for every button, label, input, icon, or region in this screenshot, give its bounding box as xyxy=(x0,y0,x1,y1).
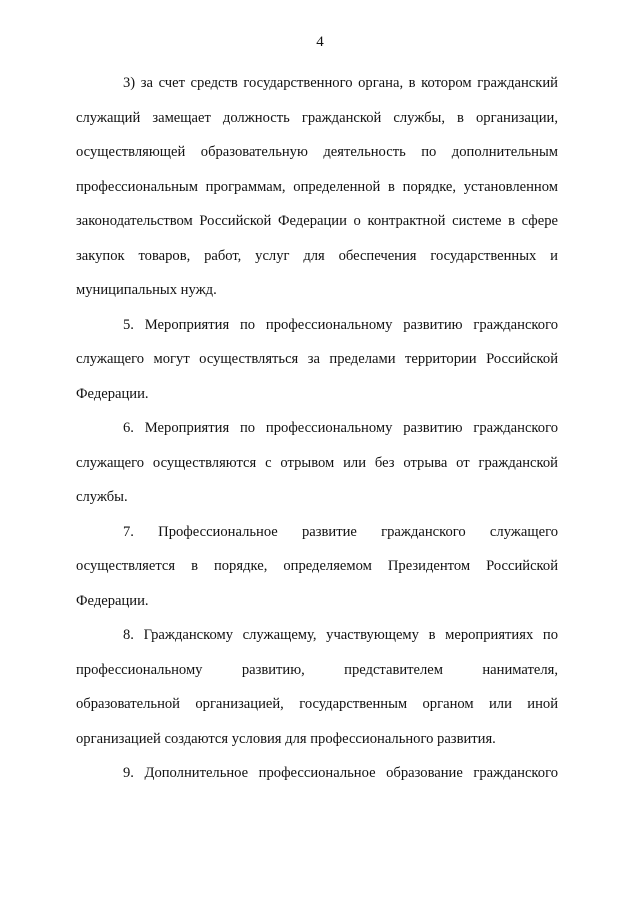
text-line: Федерации. xyxy=(76,385,149,402)
text-line: 3) за счет средств государственного органа, в котором гражданский xyxy=(123,75,558,91)
paragraph-7 xyxy=(76,515,558,619)
text-line: образовательной организацией, государственным органом или иной xyxy=(76,696,558,712)
text-line: 6. Мероприятия по профессиональному развитию гражданского xyxy=(123,420,558,436)
text-line: 5. Мероприятия по профессиональному развитию гражданского xyxy=(123,316,558,333)
paragraph-3-funding xyxy=(76,66,558,308)
paragraph-9 xyxy=(76,756,558,791)
document-body xyxy=(76,66,558,791)
text-line: Федерации. xyxy=(76,592,149,609)
text-line: служащего осуществляются с отрывом или без отрыва от гражданской xyxy=(76,454,558,471)
text-line: служащего могут осуществляться за пределами территории Российской xyxy=(76,351,558,367)
text-line: осуществляется в порядке, определяемом Президентом Российской xyxy=(76,558,558,574)
text-line: службы. xyxy=(76,489,128,505)
text-line: организацией создаются условия для профессионального развития. xyxy=(76,730,496,747)
paragraph-5 xyxy=(76,308,558,412)
text-line: закупок товаров, работ, услуг для обеспечения государственных и xyxy=(76,247,558,264)
text-line: 7. Профессиональное развитие гражданского служащего xyxy=(123,523,558,540)
text-line: профессиональному развитию, представителем нанимателя, xyxy=(76,661,558,678)
text-line: 8. Гражданскому служащему, участвующему в мероприятиях по xyxy=(123,627,558,643)
text-line: 9. Дополнительное профессиональное образование гражданского xyxy=(123,765,558,781)
text-line: законодательством Российской Федерации о контрактной системе в сфере xyxy=(76,213,558,229)
page-number: 4 xyxy=(316,34,324,50)
text-line: муниципальных нужд. xyxy=(76,282,217,298)
paragraph-6 xyxy=(76,411,558,515)
text-line: осуществляющей образовательную деятельность по дополнительным xyxy=(76,144,558,160)
text-line: служащий замещает должность гражданской службы, в организации, xyxy=(76,109,558,126)
paragraph-8 xyxy=(76,618,558,756)
text-line: профессиональным программам, определенной в порядке, установленном xyxy=(76,178,558,195)
